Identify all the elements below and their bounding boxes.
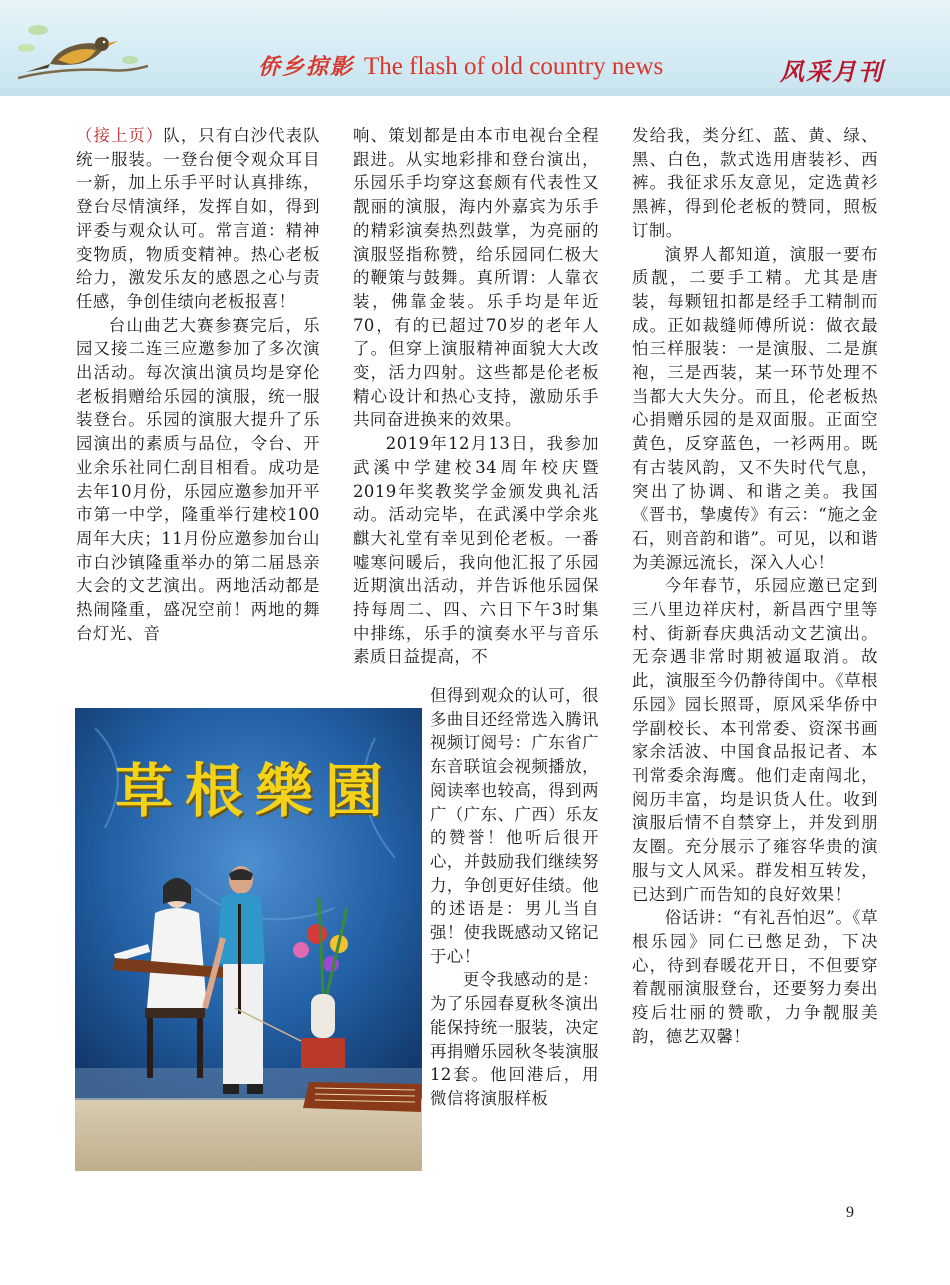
banner-text: 草根樂園 — [114, 757, 395, 825]
article-column-1 — [76, 124, 320, 645]
section-title — [258, 50, 663, 84]
paragraph: 但得到观众的认可，很多曲目还经常选入腾讯视频订阅号：广东省广东音联谊会视频播放，阅读率也较高，得到两广（广东、广西）乐友的赞誉！他听后很开心，并鼓励我们继续努力，争创更好佳绩。他的述语是：男儿当自强！使我既感动又铭记于心！ — [430, 686, 599, 966]
paragraph: 俗话讲：“有礼吾怕迟”。《草根乐园》同仁已憋足劲，下决心，待到春暖花开日，不但要穿着靓丽演服登台，还要努力奏出疫后壮丽的赞歌，力争靓服美韵，德艺双馨！ — [632, 908, 878, 1046]
continued-label: （接上页） — [76, 126, 164, 145]
paragraph-text: 队，只有白沙代表队统一服装。一登台便令观众耳目一新，加上乐手平时认真排练，登台尽情演绎，发挥自如，得到评委与观众认可。常言道：精神变物质，物质变精神。热心老板给力，激发乐友的感恩之心与责任感，争创佳绩向老板报喜！ — [76, 126, 321, 311]
paragraph — [76, 124, 320, 314]
paragraph: 响、策划都是由本市电视台全程跟进。从实地彩排和登台演出，乐园乐手均穿这套颇有代表性又靓丽的演服，海内外嘉宾为乐手的精彩演奏热烈鼓掌，为亮丽的演服竖指称赞，给乐园同仁极大的鞭策与鼓舞。真所谓：人靠衣装，佛靠金装。乐手均是年近70，有的已超过70岁的老年人了。但穿上演服精神面貌大大改变，活力四射。这些都是伦老板精心设计和热心支持，激励乐手共同奋进换来的效果。 — [353, 126, 599, 430]
page-number: 9 — [846, 1204, 854, 1221]
paragraph: 台山曲艺大赛参赛完后，乐园又接二连三应邀参加了多次演出活动。每次演出演员均是穿伦老板捐赠给乐园的演服，统一服装登台。乐园的演服大提升了乐园演出的素质与品位，令台、开业余乐社同仁刮目相看。成功是去年10月份，乐园应邀参加开平市第一中学，隆重举行建校100周年大庆；11月份应邀参加台山市白沙镇隆重举办的第二届恳亲大会的文艺演出。两地活动都是热闹隆重，盛况空前！两地的舞台灯光、音 — [76, 315, 320, 643]
paragraph: 演界人都知道，演服一要布质靓，二要手工精。尤其是唐装，每颗钮扣都是经手工精制而成。正如裁缝师傅所说：做衣最怕三样服装：一是演服、二是旗袍，三是西装，某一环节处理不当都大大失分。而且，伦老板热心捐赠乐园的是双面服。正面空黄色，反穿蓝色，一衫两用。既有古装风韵，又不失时代气息，突出了协调、和谐之美。我国《晋书，挚虞传》有云：“施之金石，则音韵和谐”。可见，以和谐为美源远流长，深入人心！ — [632, 244, 878, 572]
performance-photo — [75, 708, 422, 1171]
magazine-brand: 风采月刊 — [780, 57, 884, 86]
bird-illustration — [18, 8, 148, 90]
section-title-en: The flash of old country news — [364, 53, 664, 80]
page-header — [0, 0, 950, 96]
header-divider — [0, 88, 950, 96]
paragraph: 2019年12月13日，我参加武溪中学建校34周年校庆暨2019年奖教奖学金颁发典礼活动。活动完毕，在武溪中学余兆麒大礼堂有幸见到伦老板。一番嘘寒问暖后，我向他汇报了乐园近期演出活动，并告诉他乐园保持每周二、四、六日下午3时集中排练，乐手的演奏水平与音乐素质日益提高，不 — [353, 434, 599, 667]
article-column-2 — [353, 124, 599, 669]
article-column-3 — [632, 124, 878, 1048]
section-title-cn: 侨乡掠影 — [258, 54, 355, 80]
paragraph: 发给我，类分红、蓝、黄、绿、黑、白色，款式选用唐装衫、西裤。我征求乐友意见，定选黄衫黑裤，得到伦老板的赞同，照板订制。 — [632, 126, 878, 240]
paragraph: 今年春节，乐园应邀已定到三八里边祥庆村，新昌西宁里等村、街新春庆典活动文艺演出。无奈遇非常时期被逼取消。故此，演服至今仍静待闺中。《草根乐园》园长照哥，原风采华侨中学副校长、本刊常委、资深书画家余活波、中国食品报记者、本刊常委余海鹰。他们走南闯北，阅历丰富，均是识货人仕。收到演服后情不自禁穿上，并发到朋友圈。充分展示了雍容华贵的演服与文人风采。群发相互转发，已达到广而告知的良好效果！ — [632, 576, 878, 904]
article-column-2-lower — [430, 684, 599, 1111]
paragraph: 更令我感动的是：为了乐园春夏秋冬演出能保持统一服装，决定再捐赠乐园秋冬装演服12套。他回港后，用微信将演服样板 — [430, 970, 599, 1108]
